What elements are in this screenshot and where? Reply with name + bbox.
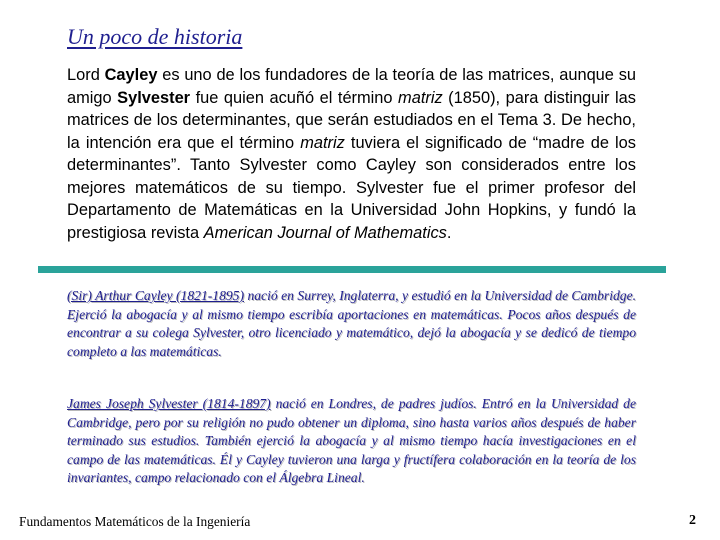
text-segment: Lord (67, 66, 105, 84)
sylvester-bio-name: James Joseph Sylvester (1814-1897) (67, 396, 271, 411)
text-segment: tuviera el significado de “madre de los determinantes”. Tanto Sylvester como Cayley son considerados entre los mejores matemáticos de su tiempo. Sylvester fue el primer profesor del Departamento de Matemáticas en la Universidad John Hopkins, y fundó la prestigiosa revista (67, 133, 636, 242)
cayley-bio-name: (Sir) Arthur Cayley (1821-1895) (67, 288, 244, 303)
page-title: Un poco de historia (67, 24, 243, 49)
sylvester-bio-text: nació en Londres, de padres judíos. Entró en la Universidad de Cambridge, pero por su religión no pudo obtener un diploma, sino hasta varios años después de haber terminado sus estudios. También ejerció la abogacía y al mismo tiempo hacía investigaciones en el campo de las matemáticas. Él y Cayley tuvieron una larga y fructífera colaboración en la teoría de los invariantes, campo relacionado con el Álgebra Lineal. (67, 396, 636, 486)
text-segment: fue quien acuñó el término (190, 88, 399, 107)
text-segment: (1850), para distinguir las matrices de los determinantes, que serán estudiados en el Tema 3. De hecho, la intención era que el término (67, 88, 636, 152)
journal-name: American Journal of Mathematics (203, 223, 447, 242)
text-segment: . (446, 223, 452, 242)
history-paragraph (67, 64, 636, 244)
term-matriz: matriz (300, 133, 345, 152)
sylvester-bio-note (67, 395, 636, 488)
term-matriz: matriz (398, 88, 443, 107)
text-segment: es uno de los fundadores de la teoría de las matrices, aunque su amigo (67, 66, 637, 107)
page-number: 2 (689, 513, 696, 528)
section-divider (38, 266, 666, 273)
footer-title: Fundamentos Matemáticos de la Ingeniería (19, 514, 251, 529)
cayley-name: Cayley (104, 66, 158, 84)
cayley-bio-note (67, 287, 636, 361)
sylvester-name: Sylvester (117, 88, 191, 107)
cayley-bio-text: nació en Surrey, Inglaterra, y estudió en la Universidad de Cambridge. Ejerció la abogacía y al mismo tiempo escribía aportaciones en matemáticas. Pocos años después de encontrar a su colega Sylvester, otro licenciado y matemático, dejó la abogacía y se dedicó de tiempo completo a las matemáticas. (67, 288, 637, 359)
